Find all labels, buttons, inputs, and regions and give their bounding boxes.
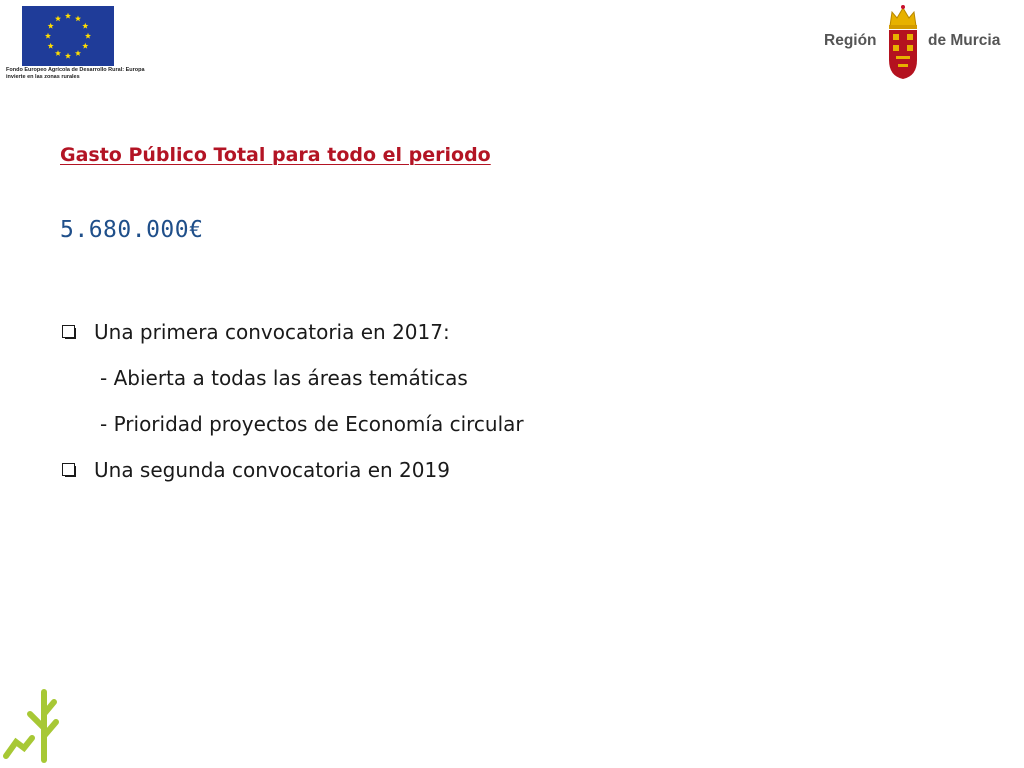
murcia-logo-text-de-murcia: de Murcia xyxy=(928,32,1001,49)
list-item-text: - Prioridad proyectos de Economía circular xyxy=(100,412,524,436)
eu-caption: Fondo Europeo Agrícola de Desarrollo Rural: Europa invierte en las zonas rurales xyxy=(6,67,145,80)
list-item xyxy=(62,410,762,456)
list-item xyxy=(62,318,762,364)
eu-flag-icon xyxy=(22,6,114,66)
list-item-text: - Abierta a todas las áreas temáticas xyxy=(100,366,468,390)
eu-feader-logo xyxy=(6,6,146,82)
coat-of-arms-icon xyxy=(882,4,924,80)
section-title: Gasto Público Total para todo el periodo xyxy=(60,144,491,166)
list-item xyxy=(62,456,762,502)
list-item-text: Una primera convocatoria en 2017: xyxy=(94,320,450,344)
total-amount: 5.680.000€ xyxy=(60,217,204,243)
list-item xyxy=(62,364,762,410)
list-item-text: Una segunda convocatoria en 2019 xyxy=(94,458,450,482)
murcia-logo-text-region: Región xyxy=(824,32,877,49)
sprout-icon xyxy=(2,684,66,764)
region-murcia-logo xyxy=(818,4,1018,80)
checkbox-bullet-icon xyxy=(62,463,75,476)
checkbox-bullet-icon xyxy=(62,325,75,338)
convocatorias-list xyxy=(62,318,762,502)
